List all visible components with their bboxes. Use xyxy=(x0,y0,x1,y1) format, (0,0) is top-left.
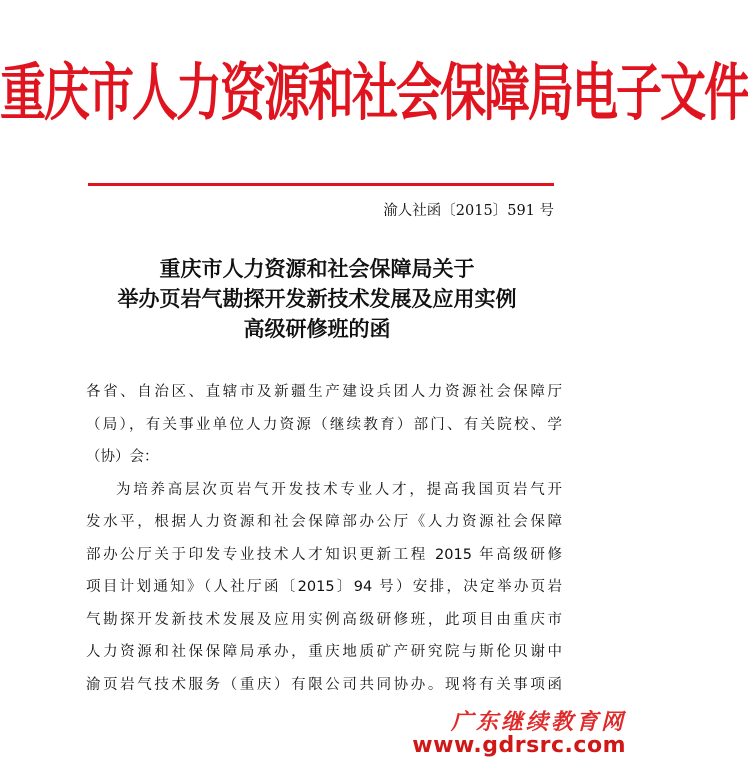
watermark-site-name: 广东继续教育网 xyxy=(450,709,626,735)
masthead-title: 重庆市人力资源和社会保障局电子文件 xyxy=(0,56,748,130)
red-divider-rule xyxy=(88,183,554,186)
title-line: 高级研修班的函 xyxy=(243,317,391,341)
body-line: 渝页岩气技术服务（重庆）有限公司共同协办。现将有关事项函 xyxy=(86,676,562,693)
body-line: 为培养高层次页岩气开发技术专业人才，提高我国页岩气开 xyxy=(116,481,562,498)
body-text xyxy=(86,376,562,701)
title-line: 重庆市人力资源和社会保障局关于 xyxy=(159,257,475,281)
title-line: 举办页岩气勘探开发新技术发展及应用实例 xyxy=(117,287,517,311)
body-line: （局），有关事业单位人力资源（继续教育）部门、有关院校、学 xyxy=(86,416,562,433)
document-number: 渝人社函〔2015〕591 号 xyxy=(383,203,554,219)
watermark-url: www.gdrsrc.com xyxy=(412,733,626,758)
site-watermark xyxy=(412,711,626,757)
body-line: 人力资源和社保保障局承办，重庆地质矿产研究院与斯伦贝谢中 xyxy=(86,644,562,660)
body-line: 各省、自治区、直辖市及新疆生产建设兵团人力资源社会保障厅 xyxy=(86,384,562,400)
body-line: 项目计划通知》（人社厅函〔2015〕94 号）安排，决定举办页岩 xyxy=(86,579,562,595)
body-line: 气勘探开发新技术发展及应用实例高级研修班，此项目由重庆市 xyxy=(86,611,562,628)
body-line: 部办公厅关于印发专业技术人才知识更新工程 2015 年高级研修 xyxy=(86,546,562,563)
body-line: 发水平，根据人力资源和社会保障部办公厅《人力资源社会保障 xyxy=(86,514,562,530)
body-line: （协）会： xyxy=(86,449,159,465)
document-title xyxy=(0,254,634,344)
